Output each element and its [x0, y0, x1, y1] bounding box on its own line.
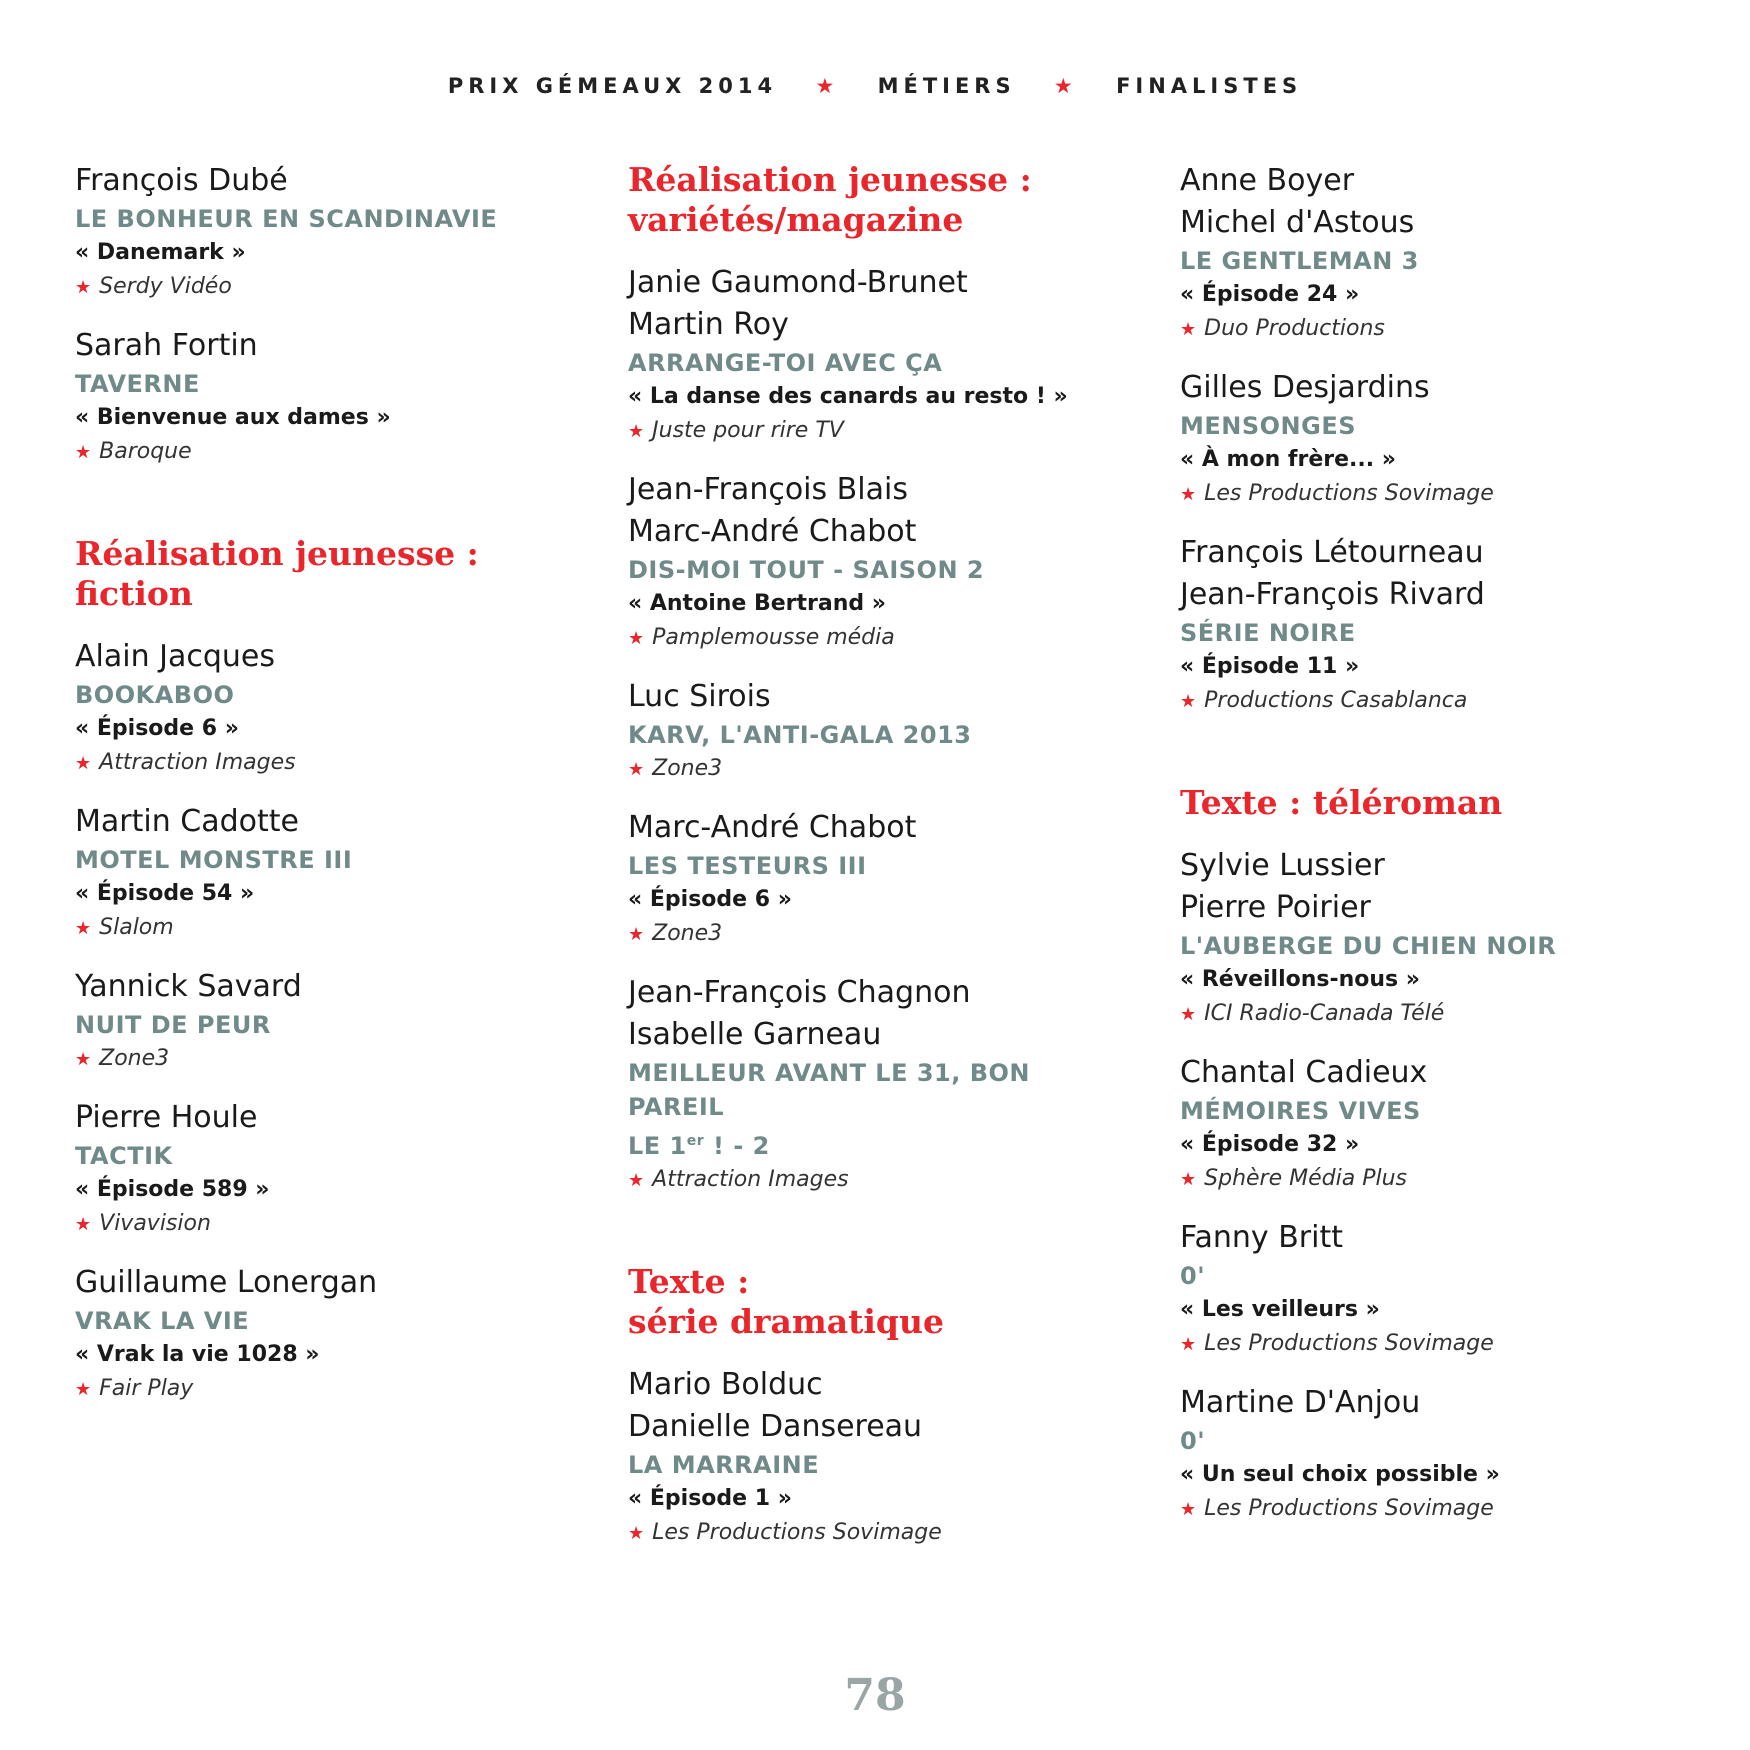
episode-title: « Épisode 32 » [1180, 1132, 1360, 1157]
nominee-name: Michel d'Astous [1180, 205, 1415, 240]
producer-name: Attraction Images [652, 1167, 849, 1192]
nominee-entry [628, 1364, 1128, 1551]
producer-name: Juste pour rire TV [652, 418, 844, 443]
show-title: VRAK LA VIE [75, 1307, 250, 1335]
column-2 [628, 160, 1128, 1571]
producer [1180, 1162, 1680, 1197]
nominee-entry [1180, 1382, 1680, 1527]
page-header [0, 74, 1750, 98]
star-icon: ★ [1053, 74, 1078, 98]
nominee-entry [75, 1097, 575, 1242]
producer-name: Vivavision [99, 1211, 211, 1236]
nominee-name: Marc-André Chabot [628, 514, 917, 549]
producer [75, 270, 575, 305]
producer [628, 621, 1128, 656]
nominee-name: Mario Bolduc [628, 1367, 823, 1402]
episode-title: « Épisode 6 » [75, 716, 239, 741]
nominee-name: Yannick Savard [75, 969, 302, 1004]
column-1 [75, 160, 575, 1427]
header-title: PRIX GÉMEAUX 2014 [447, 74, 778, 98]
episode-title: « Épisode 11 » [1180, 654, 1360, 679]
star-icon: ★ [628, 924, 645, 945]
producer-name: Attraction Images [99, 750, 296, 775]
section-title-line: série dramatique [628, 1302, 944, 1341]
episode-title: « Les veilleurs » [1180, 1297, 1380, 1322]
nominee-name: Jean-François Chagnon [628, 975, 971, 1010]
nominee-name: François Dubé [75, 163, 288, 198]
star-icon: ★ [75, 1049, 92, 1070]
section-title-line: Réalisation jeunesse : [75, 534, 479, 573]
star-icon: ★ [75, 753, 92, 774]
nominee-entry [628, 469, 1128, 656]
nominee-entry [1180, 1052, 1680, 1197]
show-title: MEILLEUR AVANT LE 31, BON PAREIL [628, 1059, 1030, 1121]
nominee-entry [75, 636, 575, 781]
nominee-name: Gilles Desjardins [1180, 370, 1430, 405]
show-title [628, 1124, 1128, 1163]
nominee-name: Pierre Houle [75, 1100, 258, 1135]
producer [75, 435, 575, 470]
star-icon: ★ [1180, 691, 1197, 712]
episode-title: « Épisode 1 » [628, 1486, 792, 1511]
nominee-name: Danielle Dansereau [628, 1409, 923, 1444]
show-title: LA MARRAINE [628, 1451, 820, 1479]
show-title-part: ! - 2 [704, 1132, 770, 1160]
show-title-part: LE 1 [628, 1132, 687, 1160]
show-title: TACTIK [75, 1142, 173, 1170]
episode-title: « Antoine Bertrand » [628, 591, 887, 616]
producer-name: Productions Casablanca [1204, 688, 1468, 713]
producer-name: ICI Radio-Canada Télé [1204, 1001, 1445, 1026]
producer [75, 746, 575, 781]
section-title: Texte : téléroman [1180, 783, 1503, 822]
show-title-superscript: er [686, 1133, 705, 1149]
producer-name: Sphère Média Plus [1204, 1166, 1407, 1191]
section-title-line: variétés/magazine [628, 200, 964, 239]
show-title: LE BONHEUR EN SCANDINAVIE [75, 205, 498, 233]
show-title: MENSONGES [1180, 412, 1357, 440]
producer [1180, 312, 1680, 347]
nominee-name: Sarah Fortin [75, 328, 258, 363]
star-icon: ★ [1180, 319, 1197, 340]
section-title-line: fiction [75, 574, 193, 613]
star-icon: ★ [1180, 1004, 1197, 1025]
nominee-name: Jean-François Blais [628, 472, 908, 507]
nominee-name: Guillaume Lonergan [75, 1265, 378, 1300]
producer-name: Les Productions Sovimage [1204, 1496, 1494, 1521]
producer-name: Zone3 [99, 1046, 170, 1071]
nominee-name: Fanny Britt [1180, 1220, 1343, 1255]
nominee-name: Marc-André Chabot [628, 810, 917, 845]
star-icon: ★ [1180, 1334, 1197, 1355]
nominee-entry [1180, 845, 1680, 1032]
producer [1180, 1492, 1680, 1527]
nominee-name: François Létourneau [1180, 535, 1484, 570]
section-title [628, 1262, 1128, 1342]
episode-title: « Vrak la vie 1028 » [75, 1342, 320, 1367]
nominee-name: Martin Cadotte [75, 804, 299, 839]
star-icon: ★ [1180, 484, 1197, 505]
nominee-name: Alain Jacques [75, 639, 275, 674]
producer-name: Fair Play [99, 1376, 194, 1401]
column-3 [1180, 160, 1680, 1547]
star-icon: ★ [628, 759, 645, 780]
nominee-entry [1180, 160, 1680, 347]
nominee-name: Martine D'Anjou [1180, 1385, 1421, 1420]
nominee-entry [75, 1262, 575, 1407]
episode-title: « Bienvenue aux dames » [75, 405, 391, 430]
nominee-entry [75, 801, 575, 946]
episode-title: « Épisode 589 » [75, 1177, 270, 1202]
show-title: BOOKABOO [75, 681, 235, 709]
show-title: SÉRIE NOIRE [1180, 619, 1356, 647]
producer-name: Duo Productions [1204, 316, 1385, 341]
producer [75, 911, 575, 946]
star-icon: ★ [628, 1170, 645, 1191]
show-title: NUIT DE PEUR [75, 1011, 271, 1039]
nominee-entry [1180, 1217, 1680, 1362]
producer-name: Serdy Vidéo [99, 274, 232, 299]
producer [75, 1207, 575, 1242]
nominee-entry [1180, 532, 1680, 719]
section-title [75, 534, 575, 614]
nominee-entry [628, 972, 1128, 1198]
producer [75, 1372, 575, 1407]
page-number: 78 [844, 1670, 906, 1721]
nominee-entry [75, 325, 575, 470]
producer-name: Les Productions Sovimage [1204, 1331, 1494, 1356]
producer [628, 752, 1128, 787]
star-icon: ★ [628, 628, 645, 649]
header-subtitle: FINALISTES [1116, 74, 1303, 98]
producer [628, 1163, 1128, 1198]
show-title: L'AUBERGE DU CHIEN NOIR [1180, 932, 1557, 960]
episode-title: « La danse des canards au resto ! » [628, 384, 1068, 409]
producer [628, 414, 1128, 449]
show-title: MOTEL MONSTRE III [75, 846, 353, 874]
show-title: 0' [1180, 1262, 1206, 1290]
producer-name: Slalom [99, 915, 174, 940]
producer-name: Les Productions Sovimage [652, 1520, 942, 1545]
show-title: 0' [1180, 1427, 1206, 1455]
star-icon: ★ [75, 442, 92, 463]
nominee-name: Luc Sirois [628, 679, 771, 714]
star-icon: ★ [628, 1523, 645, 1544]
episode-title: « Épisode 6 » [628, 887, 792, 912]
producer [1180, 684, 1680, 719]
episode-title: « Réveillons-nous » [1180, 967, 1421, 992]
star-icon: ★ [75, 277, 92, 298]
show-title: LE GENTLEMAN 3 [1180, 247, 1419, 275]
episode-title: « Un seul choix possible » [1180, 1462, 1500, 1487]
star-icon: ★ [1180, 1169, 1197, 1190]
producer-name: Zone3 [652, 921, 723, 946]
star-icon: ★ [1180, 1499, 1197, 1520]
show-title: TAVERNE [75, 370, 200, 398]
section-title-line: Texte : [628, 1262, 750, 1301]
nominee-name: Anne Boyer [1180, 163, 1355, 198]
nominee-entry [628, 262, 1128, 449]
producer [1180, 1327, 1680, 1362]
section-title-line: Réalisation jeunesse : [628, 160, 1032, 199]
episode-title: « Épisode 24 » [1180, 282, 1360, 307]
star-icon: ★ [75, 1214, 92, 1235]
star-icon: ★ [75, 918, 92, 939]
nominee-entry [1180, 367, 1680, 512]
nominee-entry [75, 966, 575, 1077]
producer [75, 1042, 575, 1077]
nominee-name: Sylvie Lussier [1180, 848, 1385, 883]
producer [628, 917, 1128, 952]
show-title: MÉMOIRES VIVES [1180, 1097, 1421, 1125]
nominee-name: Chantal Cadieux [1180, 1055, 1428, 1090]
header-category: MÉTIERS [877, 74, 1016, 98]
show-title: LES TESTEURS III [628, 852, 867, 880]
producer [1180, 997, 1680, 1032]
section-title [628, 160, 1128, 240]
star-icon: ★ [75, 1379, 92, 1400]
producer [628, 1516, 1128, 1551]
nominee-name: Janie Gaumond-Brunet [628, 265, 968, 300]
episode-title: « Danemark » [75, 240, 246, 265]
nominee-name: Pierre Poirier [1180, 890, 1371, 925]
nominee-entry [75, 160, 575, 305]
nominee-entry [628, 676, 1128, 787]
nominee-name: Martin Roy [628, 307, 789, 342]
star-icon: ★ [815, 74, 840, 98]
producer-name: Les Productions Sovimage [1204, 481, 1494, 506]
nominee-entry [628, 807, 1128, 952]
star-icon: ★ [628, 421, 645, 442]
show-title: DIS-MOI TOUT - SAISON 2 [628, 556, 985, 584]
episode-title: « À mon frère... » [1180, 447, 1396, 472]
producer-name: Zone3 [652, 756, 723, 781]
show-title: ARRANGE-TOI AVEC ÇA [628, 349, 943, 377]
producer-name: Pamplemousse média [652, 625, 895, 650]
producer-name: Baroque [99, 439, 192, 464]
show-title: KARV, L'ANTI-GALA 2013 [628, 721, 972, 749]
nominee-name: Isabelle Garneau [628, 1017, 882, 1052]
producer [1180, 477, 1680, 512]
nominee-name: Jean-François Rivard [1180, 577, 1485, 612]
episode-title: « Épisode 54 » [75, 881, 255, 906]
